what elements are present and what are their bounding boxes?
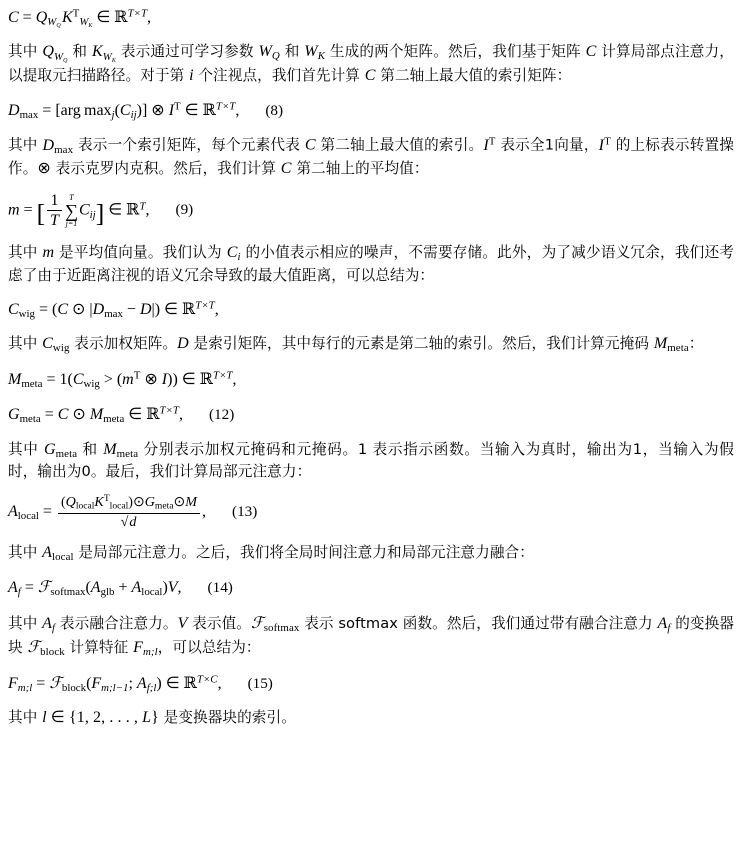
p7-text-c: 表示值。 <box>187 614 252 632</box>
equation-15: $F_{m;l}$ = $ℱblock(F_{m;l-1}$; $A_{f;l}$) ∈ ℝ$^{T\times C}$, (15) <box>8 672 273 694</box>
p2-text-d: 表示全1向量， <box>495 136 599 154</box>
p7-text-b: 表示融合注意力。 <box>55 614 178 632</box>
equation-12-number: (12) <box>208 406 235 424</box>
p1-text-g: 个注视点，我们首先计算 <box>193 66 365 84</box>
paragraph-7: 其中 $A_f$ 表示融合注意力。V 表示值。ℱsoftmax 表示 softmax 函数。然后，我们通过带有融合注意力 $A_f$ 的变换器块 ℱblock 计算特征 $F_{m;l}$，可以总结为： <box>8 612 735 659</box>
p3-text-a: 其中 <box>8 244 43 262</box>
p1-text-a: 其中 <box>8 43 43 61</box>
p2-text-a: 其中 <box>8 136 43 154</box>
p2-text-c: 第二轴上最大值的索引。 <box>315 136 484 154</box>
p2-text-b: 表示一个索引矩阵，每个元素代表 <box>73 136 305 154</box>
paragraph-8: 其中 l ∈ {1, 2, . . . , L} 是变换器块的索引。 <box>8 708 296 726</box>
p7-text-g: ，可以总结为： <box>157 639 261 657</box>
p4-text-d: ： <box>688 335 704 353</box>
p7-text-d: 表示 softmax 函数。然后，我们通过带有融合注意力 <box>299 614 658 632</box>
p4-text-a: 其中 <box>8 335 43 353</box>
p6-text-b: 是局部元注意力。之后，我们将全局时间注意力和局部元注意力融合： <box>73 543 534 561</box>
p4-text-b: 表示加权矩阵。 <box>69 335 178 353</box>
p8-text-b: 是变换器块的索引。 <box>158 708 296 726</box>
p7-text-a: 其中 <box>8 614 43 632</box>
p5-text-c: 分别表示加权元掩码和元掩码。1 表示指示函数。当输入为真时，输出为1，当输入为假时，输出为0。最后，我们计算局部元注意力： <box>8 440 734 480</box>
p5-text-a: 其中 <box>8 440 44 458</box>
equation-9-number: (9) <box>175 201 194 219</box>
p1-text-f: 计算局部点注意力，以提取元扫描路径。对于第 <box>8 43 734 84</box>
p2-text-g: 第二轴上的平均值： <box>291 160 429 178</box>
p7-text-e: 的变换器块 <box>8 614 735 657</box>
p1-text-d: 和 <box>279 43 305 61</box>
p8-text-a: 其中 <box>8 708 43 726</box>
p4-text-c: 是索引矩阵，其中每行的元素是第二轴的索引。然后，我们计算元掩码 <box>188 335 654 353</box>
p7-text-f: 计算特征 <box>64 639 134 657</box>
p1-text-e: 生成的两个矩阵。然后，我们基于矩阵 <box>325 43 586 61</box>
equation-mmeta: Mmeta = 1(Cwig > ($m^T$ ⊗ I)) ∈ ℝ$^{T\times T}$, <box>8 368 237 390</box>
p6-text-a: 其中 <box>8 543 43 561</box>
p3-text-b: 是平均值向量。我们认为 <box>54 244 227 262</box>
p1-text-h: 第二轴上最大值的索引矩阵： <box>375 66 572 84</box>
paragraph-4: 其中 Cwig 表示加权矩阵。D 是索引矩阵，其中每行的元素是第二轴的索引。然后，我们计算元掩码 Mmeta： <box>8 335 704 355</box>
equation-13-number: (13) <box>232 502 258 520</box>
equation-12: Gmeta = C ⊙ Mmeta ∈ ℝ$^{T\times T}$, (12) <box>8 404 235 426</box>
p2-text-e: 的上标表示转置操作。 <box>8 136 734 178</box>
equation-8-number: (8) <box>265 101 284 119</box>
equation-13: Alocal = $\frac{(QlocalK^Tlocal)⊙Gmeta⊙M}{√d}$ , (13) <box>8 492 258 530</box>
paragraph-6: 其中 Alocal 是局部元注意力。之后，我们将全局时间注意力和局部元注意力融合： <box>8 543 534 563</box>
paragraph-3: 其中 m 是平均值向量。我们认为 $C_i$ 的小值表示相应的噪声，不需要存储。此外，为了减少语义冗余，我们还考虑了由于近距离注视的语义冗余导致的最大值距离，可以总结为： <box>8 244 734 284</box>
p3-text-c: 的小值表示相应的噪声，不需要存储。此外，为了减少语义冗余，我们还考虑了由于近距离注视的语义冗余导致的最大值距离，可以总结为： <box>8 244 734 284</box>
paragraph-5: 其中 Gmeta 和 Mmeta 分别表示加权元掩码和元掩码。1 表示指示函数。当输入为真时，输出为1，当输入为假时，输出为0。最后，我们计算局部元注意力： <box>8 440 734 480</box>
equation-cwig: Cwig = (C ⊙ |Dmax − D|) ∈ ℝ$^{T\times T}$, <box>8 298 219 320</box>
p2-text-f: 表示克罗内克积。然后，我们计算 <box>50 160 281 178</box>
equation-9: m = [ $\frac{1}{T}$ T ∑ j=1 $C_{ij}$] ∈ ℝ$^T$, (9) <box>8 191 194 230</box>
equation-8: Dmax = [arg $\max_j(C_{ij})$] ⊗ $I^T$ ∈ ℝ$^{T\times T}$, (8) <box>8 99 284 121</box>
paragraph-2: 其中 Dmax 表示一个索引矩阵，每个元素代表 C 第二轴上最大值的索引。$I^T$ 表示全1向量，$I^T$ 的上标表示转置操作。⊗ 表示克罗内克积。然后，我们计算 C 第二轴上的平均值： <box>8 135 734 178</box>
equation-c-def: C = QWQ $K^TWK$ ∈ ℝ$^{T\times T}$, <box>8 7 152 29</box>
p5-text-b: 和 <box>77 440 104 458</box>
p1-text-b: 和 <box>67 43 92 61</box>
equation-15-number: (15) <box>247 674 273 692</box>
equation-14: $A_f$ = ℱsoftmax(Aglb + Alocal)V, (14) <box>8 577 233 599</box>
p1-text-c: 表示通过可学习参数 <box>116 43 259 61</box>
equation-14-number: (14) <box>207 579 233 597</box>
paragraph-1: 其中 QWQ 和 KWK 表示通过可学习参数 $W_Q$ 和 $W_K$ 生成的两个矩阵。然后，我们基于矩阵 C 计算局部点注意力，以提取元扫描路径。对于第 i 个注视点，我们首先计算 C 第二轴上最大值的索引矩阵： <box>8 43 734 84</box>
